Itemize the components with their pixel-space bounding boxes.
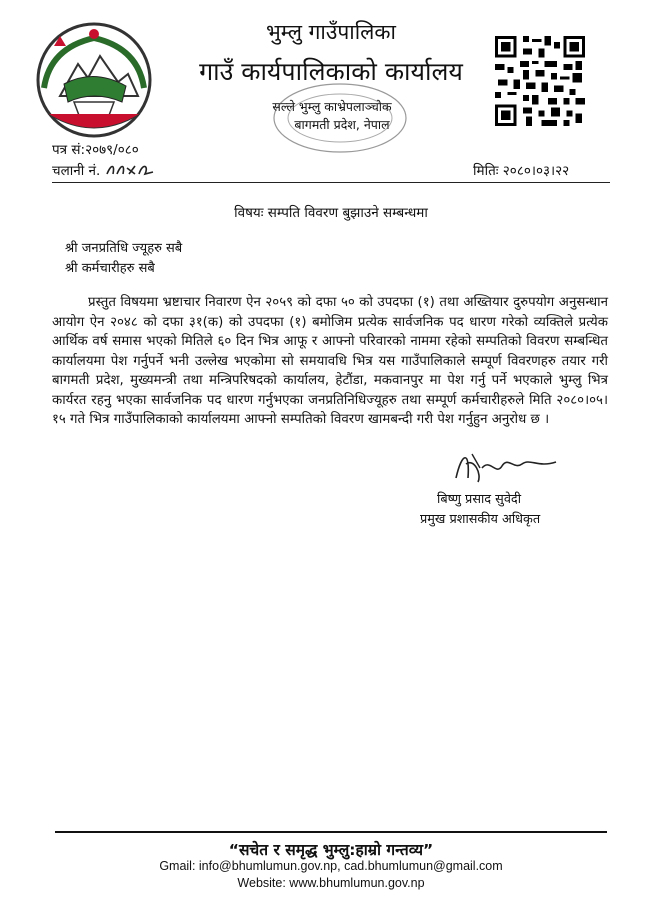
footer-slogan: “सचेत र समृद्ध भुम्लु:हाम्रो गन्तव्य” — [228, 841, 434, 859]
dispatch-number-label: चलानी नं. — [52, 163, 101, 179]
letter-body: प्रस्तुत विषयमा भ्रष्टाचार निवारण ऐन २०५९ को दफा ५० को उपदफा (१) तथा अख्तियार दुरुपयोग अनुसन्धान आयोग ऐन २०४८ को दफा ३१(क) को उपदफा (१) बमोजिम प्रत्येक सार्वजनिक पद धारण गरेको व्यक्तिले प्रत्येक आर्थिक वर्ष समास भएको मितिले ६० दिन भित्र आफू र आफ्नो परिवारको नाममा रहेको सम्पतिको विवरण सम्बन्धित कार्यालयमा पेश गर्नुपर्ने भनी उल्लेख भएकोमा सो समयावधि भित्र यस गाउँपालिकाले सम्पूर्ण विवरणहरु तयार गरी बागमती प्रदेश, मुख्यमन्त्री तथा मन्त्रिपरिषदको कार्यालय, हेटौंडा, मकवानपुर मा पेश गर्नु पर्ने भएकाले भुम्लु भित्र कार्यरत रहनु भएका सार्वजनिक पद धारण गर्नुभएका जनप्रतिनिधिज्यूहरु तथा सम्पूर्ण कर्मचारीहरुले मिति २०८०।०५।१५ गते भित्र गाउँपालिकाको कार्यालयमा आफ्नो सम्पतिको विवरण खामबन्दी गरी पेश गर्नुहुन अनुरोध छ । — [52, 295, 608, 427]
footer-email: Gmail: info@bhumlumun.gov.np, cad.bhumlumun@gmail.com — [159, 859, 503, 873]
addressee-2: श्री कर्मचारीहरु सबै — [65, 261, 155, 276]
header-divider — [52, 182, 610, 183]
office-stamp — [260, 78, 420, 158]
signatory-title: प्रमुख प्रशासकीय अधिकृत — [420, 512, 541, 527]
dispatch-number — [52, 161, 165, 179]
addressee-1: श्री जनप्रतिधि ज्यूहरु सबै — [65, 241, 183, 256]
municipality-name: भुम्लु गाउँपालिका — [266, 20, 396, 44]
handwritten-dispatch-number — [105, 162, 165, 178]
letter-date: मितिः २०८०।०३।२२ — [473, 163, 570, 179]
handwritten-signature — [452, 448, 562, 486]
signatory-name: बिष्णु प्रसाद सुवेदी — [437, 492, 522, 507]
office-title: गाउँ कार्यपालिकाको कार्यालय — [199, 57, 463, 86]
address-line-1: सल्ले भुम्लु काभ्रेपलाञ्चोक — [272, 99, 392, 114]
footer-divider — [55, 831, 607, 833]
address-line-2: बागमती प्रदेश, नेपाल — [294, 117, 390, 132]
footer-website: Website: www.bhumlumun.gov.np — [237, 876, 425, 890]
qr-code — [495, 36, 585, 126]
letter-number: पत्र सं:२०७९/०८० — [52, 142, 139, 158]
subject-line: विषयः सम्पति विवरण बुझाउने सम्बन्धमा — [234, 205, 428, 221]
